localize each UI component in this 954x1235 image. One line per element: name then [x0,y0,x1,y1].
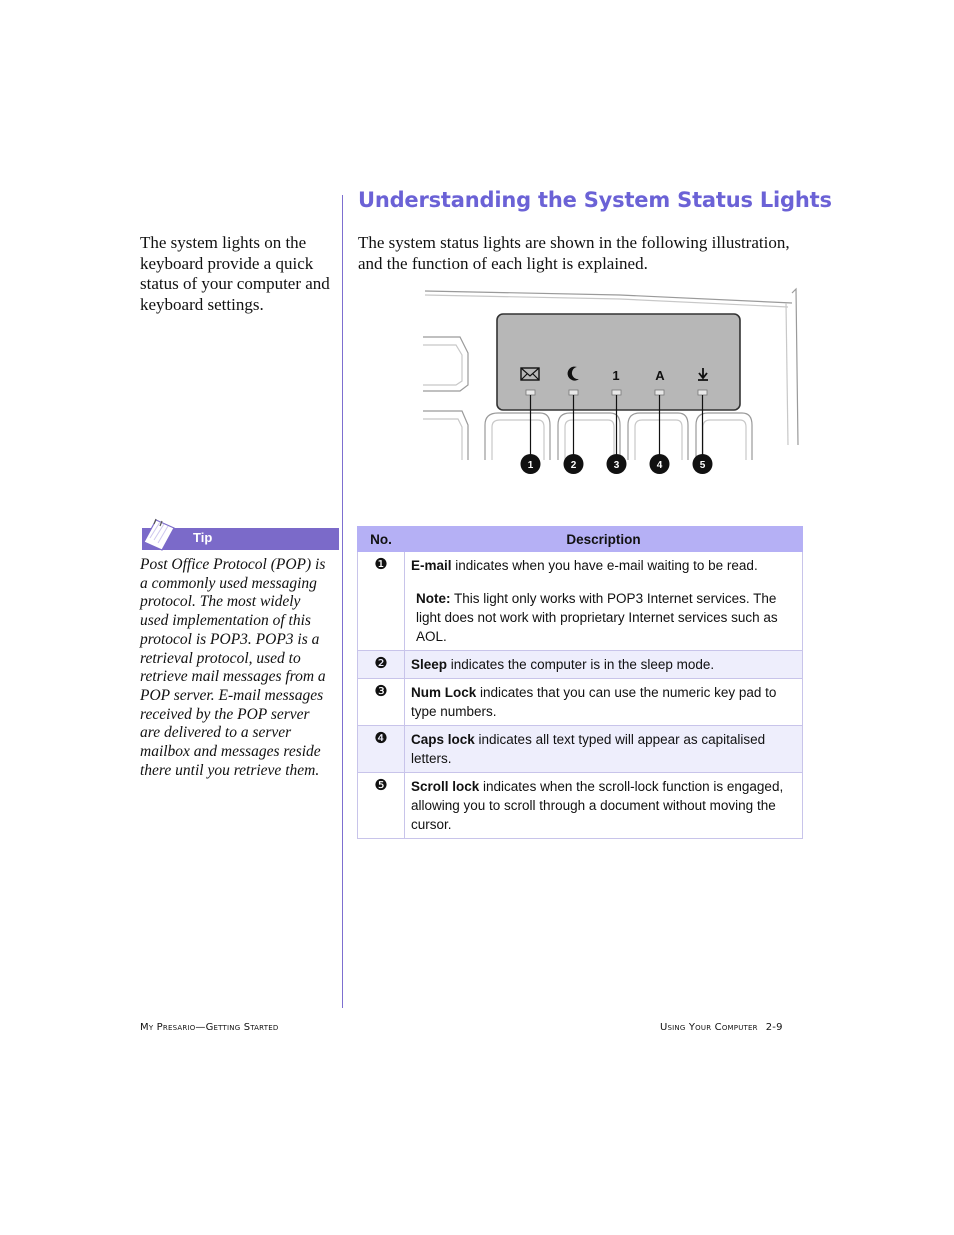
callout-1: 1 [527,460,534,471]
row-description [405,679,803,726]
sidebar-intro: The system lights on the keyboard provide a quick status of your computer and keyboard settings. [140,233,330,314]
row-text: indicates when you have e-mail waiting to be read. [451,558,758,573]
callout-2: 2 [570,460,577,471]
header-description: Description [405,527,803,552]
row-number: ❸ [358,679,405,726]
row-term: E-mail [411,558,452,573]
row-number: ❹ [358,726,405,773]
tip-label: Tip [193,530,213,545]
capslock-icon: A [655,368,665,383]
footer-section-title: Using Your Computer [660,1022,758,1033]
row-number: ❶ [358,552,405,651]
main-intro: The system status lights are shown in the following illustration, and the function of each light is explained. [358,233,790,273]
status-lights-table [357,526,803,839]
row-number: ❺ [358,773,405,839]
row-text: indicates that you can use the numeric key pad to type numbers. [411,685,777,719]
page-title: Understanding the System Status Lights [358,188,832,212]
notepad-icon [140,516,180,552]
callout-4: 4 [656,460,663,471]
note-text: This light only works with POP3 Internet services. The light does not work with proprietary Internet services such as AOL. [416,591,778,644]
row-description [405,651,803,679]
row-description [405,552,803,651]
row-term: Num Lock [411,685,477,700]
row-term: Scroll lock [411,779,480,794]
table-header-row [358,527,803,552]
callout-5: 5 [699,460,706,471]
row-description [405,773,803,839]
row-description [405,726,803,773]
header-no: No. [358,527,405,552]
row-note [411,589,796,646]
indicator-panel [497,314,740,410]
row-text: indicates the computer is in the sleep mode. [447,657,715,672]
row-number: ❷ [358,651,405,679]
row-text: indicates all text typed will appear as capitalised letters. [411,732,766,766]
note-label: Note: [416,591,451,606]
row-text: indicates when the scroll-lock function is engaged, allowing you to scroll through a document without moving the cursor. [411,779,784,832]
table-row [358,726,803,773]
page-number: 2-9 [765,1022,783,1033]
table-row [358,679,803,726]
footer-book-title: My Presario—Getting Started [140,1022,279,1033]
callout-3: 3 [613,460,620,471]
tip-text: Post Office Protocol (POP) is a commonly used messaging protocol. The most widely used implementation of this protocol is POP3. POP3 is a retrieval protocol, used to retrieve mail messages from a POP server. E-mail messages received by the POP server are delivered to a server mailbox and messages reside there until you retrieve them. [140,556,326,779]
row-term: Caps lock [411,732,475,747]
table-row [358,773,803,839]
footer-section [660,1022,783,1033]
row-term: Sleep [411,657,448,672]
status-lights-illustration [420,285,800,490]
table-row [358,651,803,679]
table-row [358,552,803,651]
column-divider [342,195,343,1008]
numlock-icon: 1 [612,368,620,383]
